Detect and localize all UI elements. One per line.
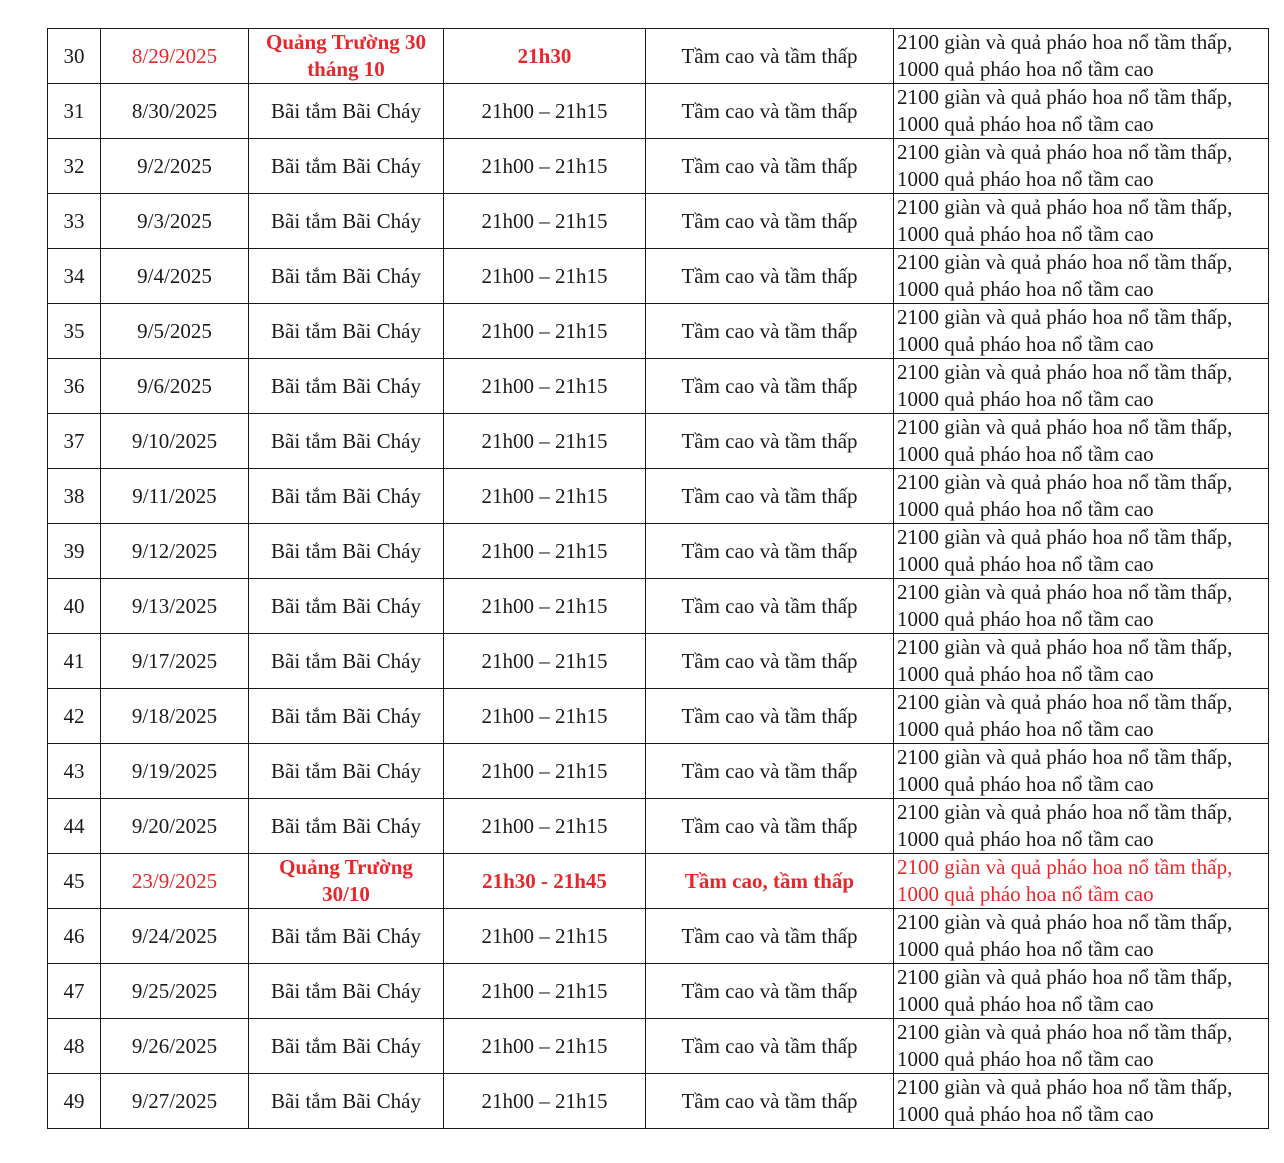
row-number: 37 (48, 414, 101, 469)
row-quantity (894, 579, 1269, 634)
row-location: Quảng Trường 30/10 (249, 854, 444, 909)
row-quantity-line2: 1000 quả pháo hoa nổ tầm cao (897, 662, 1154, 686)
row-quantity-line2: 1000 quả pháo hoa nổ tầm cao (897, 717, 1154, 741)
row-location: Bãi tắm Bãi Cháy (249, 469, 444, 524)
row-quantity-line1: 2100 giàn và quả pháo hoa nổ tầm thấp, (897, 635, 1233, 659)
row-quantity (894, 689, 1269, 744)
row-date: 8/29/2025 (101, 29, 249, 84)
row-quantity (894, 634, 1269, 689)
row-quantity (894, 744, 1269, 799)
row-quantity (894, 304, 1269, 359)
row-quantity-line2: 1000 quả pháo hoa nổ tầm cao (897, 607, 1154, 631)
row-quantity-line1: 2100 giàn và quả pháo hoa nổ tầm thấp, (897, 690, 1233, 714)
row-firework-type: Tầm cao và tầm thấp (646, 1019, 894, 1074)
row-time: 21h00 – 21h15 (444, 579, 646, 634)
table-row (48, 964, 1269, 1019)
row-firework-type: Tầm cao và tầm thấp (646, 909, 894, 964)
table-row (48, 634, 1269, 689)
row-quantity-line1: 2100 giàn và quả pháo hoa nổ tầm thấp, (897, 470, 1233, 494)
row-time: 21h00 – 21h15 (444, 359, 646, 414)
row-quantity-line2: 1000 quả pháo hoa nổ tầm cao (897, 827, 1154, 851)
table-row (48, 304, 1269, 359)
row-firework-type: Tầm cao và tầm thấp (646, 194, 894, 249)
table-row (48, 29, 1269, 84)
row-number: 44 (48, 799, 101, 854)
row-location: Bãi tắm Bãi Cháy (249, 304, 444, 359)
row-location: Bãi tắm Bãi Cháy (249, 524, 444, 579)
row-location: Bãi tắm Bãi Cháy (249, 194, 444, 249)
row-quantity-line1: 2100 giàn và quả pháo hoa nổ tầm thấp, (897, 855, 1233, 879)
row-quantity-line1: 2100 giàn và quả pháo hoa nổ tầm thấp, (897, 30, 1233, 54)
table-row (48, 524, 1269, 579)
row-firework-type: Tầm cao và tầm thấp (646, 29, 894, 84)
row-time: 21h00 – 21h15 (444, 909, 646, 964)
table-row (48, 84, 1269, 139)
row-date: 9/17/2025 (101, 634, 249, 689)
table-row (48, 744, 1269, 799)
row-quantity (894, 139, 1269, 194)
table-row (48, 909, 1269, 964)
row-location: Bãi tắm Bãi Cháy (249, 909, 444, 964)
table-row (48, 194, 1269, 249)
row-quantity-line2: 1000 quả pháo hoa nổ tầm cao (897, 332, 1154, 356)
table-row (48, 799, 1269, 854)
row-quantity-line1: 2100 giàn và quả pháo hoa nổ tầm thấp, (897, 910, 1233, 934)
row-quantity-line2: 1000 quả pháo hoa nổ tầm cao (897, 442, 1154, 466)
row-quantity (894, 359, 1269, 414)
row-quantity-line2: 1000 quả pháo hoa nổ tầm cao (897, 57, 1154, 81)
row-time: 21h00 – 21h15 (444, 139, 646, 194)
row-quantity (894, 909, 1269, 964)
row-time: 21h00 – 21h15 (444, 634, 646, 689)
row-number: 45 (48, 854, 101, 909)
row-time: 21h00 – 21h15 (444, 249, 646, 304)
row-time: 21h00 – 21h15 (444, 304, 646, 359)
row-time: 21h30 - 21h45 (444, 854, 646, 909)
row-number: 36 (48, 359, 101, 414)
row-time: 21h30 (444, 29, 646, 84)
row-quantity (894, 194, 1269, 249)
row-date: 9/10/2025 (101, 414, 249, 469)
row-location: Bãi tắm Bãi Cháy (249, 689, 444, 744)
row-location: Bãi tắm Bãi Cháy (249, 634, 444, 689)
row-quantity-line1: 2100 giàn và quả pháo hoa nổ tầm thấp, (897, 800, 1233, 824)
row-date: 9/11/2025 (101, 469, 249, 524)
row-date: 9/26/2025 (101, 1019, 249, 1074)
row-date: 9/25/2025 (101, 964, 249, 1019)
row-date: 9/18/2025 (101, 689, 249, 744)
row-date: 23/9/2025 (101, 854, 249, 909)
row-quantity (894, 414, 1269, 469)
table-row (48, 249, 1269, 304)
table-row (48, 414, 1269, 469)
row-quantity-line1: 2100 giàn và quả pháo hoa nổ tầm thấp, (897, 85, 1233, 109)
row-date: 9/4/2025 (101, 249, 249, 304)
table-body (48, 29, 1269, 1129)
row-quantity-line2: 1000 quả pháo hoa nổ tầm cao (897, 222, 1154, 246)
row-quantity-line1: 2100 giàn và quả pháo hoa nổ tầm thấp, (897, 965, 1233, 989)
row-quantity-line2: 1000 quả pháo hoa nổ tầm cao (897, 992, 1154, 1016)
row-time: 21h00 – 21h15 (444, 744, 646, 799)
row-firework-type: Tầm cao và tầm thấp (646, 1074, 894, 1129)
row-number: 38 (48, 469, 101, 524)
row-date: 8/30/2025 (101, 84, 249, 139)
row-time: 21h00 – 21h15 (444, 1074, 646, 1129)
row-firework-type: Tầm cao và tầm thấp (646, 139, 894, 194)
row-number: 48 (48, 1019, 101, 1074)
row-date: 9/24/2025 (101, 909, 249, 964)
row-number: 43 (48, 744, 101, 799)
row-number: 34 (48, 249, 101, 304)
row-location: Bãi tắm Bãi Cháy (249, 84, 444, 139)
table-row (48, 1074, 1269, 1129)
row-number: 41 (48, 634, 101, 689)
row-quantity-line2: 1000 quả pháo hoa nổ tầm cao (897, 1102, 1154, 1126)
row-date: 9/3/2025 (101, 194, 249, 249)
row-time: 21h00 – 21h15 (444, 964, 646, 1019)
table-row (48, 689, 1269, 744)
row-number: 32 (48, 139, 101, 194)
row-date: 9/2/2025 (101, 139, 249, 194)
table-row (48, 1019, 1269, 1074)
row-quantity-line1: 2100 giàn và quả pháo hoa nổ tầm thấp, (897, 140, 1233, 164)
table-row (48, 854, 1269, 909)
row-quantity-line1: 2100 giàn và quả pháo hoa nổ tầm thấp, (897, 745, 1233, 769)
row-firework-type: Tầm cao và tầm thấp (646, 689, 894, 744)
row-location: Bãi tắm Bãi Cháy (249, 964, 444, 1019)
row-quantity-line2: 1000 quả pháo hoa nổ tầm cao (897, 552, 1154, 576)
row-quantity-line2: 1000 quả pháo hoa nổ tầm cao (897, 497, 1154, 521)
row-quantity (894, 84, 1269, 139)
table-row (48, 469, 1269, 524)
row-time: 21h00 – 21h15 (444, 524, 646, 579)
row-quantity (894, 524, 1269, 579)
row-quantity (894, 1074, 1269, 1129)
row-number: 30 (48, 29, 101, 84)
row-firework-type: Tầm cao và tầm thấp (646, 304, 894, 359)
row-firework-type: Tầm cao và tầm thấp (646, 524, 894, 579)
row-quantity-line2: 1000 quả pháo hoa nổ tầm cao (897, 772, 1154, 796)
row-location: Bãi tắm Bãi Cháy (249, 799, 444, 854)
row-date: 9/13/2025 (101, 579, 249, 634)
row-quantity-line1: 2100 giàn và quả pháo hoa nổ tầm thấp, (897, 360, 1233, 384)
row-number: 35 (48, 304, 101, 359)
row-number: 42 (48, 689, 101, 744)
row-time: 21h00 – 21h15 (444, 689, 646, 744)
row-quantity-line2: 1000 quả pháo hoa nổ tầm cao (897, 167, 1154, 191)
row-firework-type: Tầm cao, tầm thấp (646, 854, 894, 909)
row-quantity-line2: 1000 quả pháo hoa nổ tầm cao (897, 882, 1154, 906)
table-row (48, 359, 1269, 414)
row-quantity-line1: 2100 giàn và quả pháo hoa nổ tầm thấp, (897, 415, 1233, 439)
row-quantity-line2: 1000 quả pháo hoa nổ tầm cao (897, 277, 1154, 301)
row-firework-type: Tầm cao và tầm thấp (646, 634, 894, 689)
row-quantity (894, 469, 1269, 524)
row-date: 9/27/2025 (101, 1074, 249, 1129)
row-quantity-line1: 2100 giàn và quả pháo hoa nổ tầm thấp, (897, 1020, 1233, 1044)
row-time: 21h00 – 21h15 (444, 799, 646, 854)
row-number: 39 (48, 524, 101, 579)
row-quantity-line1: 2100 giàn và quả pháo hoa nổ tầm thấp, (897, 305, 1233, 329)
row-time: 21h00 – 21h15 (444, 1019, 646, 1074)
row-number: 40 (48, 579, 101, 634)
row-quantity-line1: 2100 giàn và quả pháo hoa nổ tầm thấp, (897, 195, 1233, 219)
row-quantity-line2: 1000 quả pháo hoa nổ tầm cao (897, 937, 1154, 961)
row-location: Bãi tắm Bãi Cháy (249, 579, 444, 634)
row-firework-type: Tầm cao và tầm thấp (646, 359, 894, 414)
row-time: 21h00 – 21h15 (444, 84, 646, 139)
row-quantity (894, 799, 1269, 854)
row-firework-type: Tầm cao và tầm thấp (646, 414, 894, 469)
row-quantity (894, 1019, 1269, 1074)
row-location: Bãi tắm Bãi Cháy (249, 249, 444, 304)
row-location: Quảng Trường 30 tháng 10 (249, 29, 444, 84)
row-time: 21h00 – 21h15 (444, 414, 646, 469)
row-location: Bãi tắm Bãi Cháy (249, 414, 444, 469)
row-number: 47 (48, 964, 101, 1019)
row-quantity (894, 854, 1269, 909)
row-date: 9/5/2025 (101, 304, 249, 359)
row-quantity-line1: 2100 giàn và quả pháo hoa nổ tầm thấp, (897, 525, 1233, 549)
row-date: 9/12/2025 (101, 524, 249, 579)
row-time: 21h00 – 21h15 (444, 469, 646, 524)
row-firework-type: Tầm cao và tầm thấp (646, 469, 894, 524)
row-date: 9/20/2025 (101, 799, 249, 854)
row-firework-type: Tầm cao và tầm thấp (646, 84, 894, 139)
fireworks-schedule-table (47, 28, 1269, 1129)
row-firework-type: Tầm cao và tầm thấp (646, 964, 894, 1019)
row-quantity (894, 29, 1269, 84)
row-time: 21h00 – 21h15 (444, 194, 646, 249)
row-number: 49 (48, 1074, 101, 1129)
row-date: 9/6/2025 (101, 359, 249, 414)
row-location: Bãi tắm Bãi Cháy (249, 744, 444, 799)
table-row (48, 579, 1269, 634)
row-location: Bãi tắm Bãi Cháy (249, 1074, 444, 1129)
row-quantity (894, 249, 1269, 304)
row-quantity (894, 964, 1269, 1019)
row-location: Bãi tắm Bãi Cháy (249, 359, 444, 414)
row-firework-type: Tầm cao và tầm thấp (646, 799, 894, 854)
row-quantity-line2: 1000 quả pháo hoa nổ tầm cao (897, 387, 1154, 411)
row-quantity-line1: 2100 giàn và quả pháo hoa nổ tầm thấp, (897, 250, 1233, 274)
row-number: 46 (48, 909, 101, 964)
row-quantity-line2: 1000 quả pháo hoa nổ tầm cao (897, 112, 1154, 136)
row-quantity-line2: 1000 quả pháo hoa nổ tầm cao (897, 1047, 1154, 1071)
row-number: 31 (48, 84, 101, 139)
row-date: 9/19/2025 (101, 744, 249, 799)
row-firework-type: Tầm cao và tầm thấp (646, 744, 894, 799)
row-number: 33 (48, 194, 101, 249)
table-row (48, 139, 1269, 194)
row-quantity-line1: 2100 giàn và quả pháo hoa nổ tầm thấp, (897, 580, 1233, 604)
row-location: Bãi tắm Bãi Cháy (249, 139, 444, 194)
row-quantity-line1: 2100 giàn và quả pháo hoa nổ tầm thấp, (897, 1075, 1233, 1099)
row-firework-type: Tầm cao và tầm thấp (646, 249, 894, 304)
row-firework-type: Tầm cao và tầm thấp (646, 579, 894, 634)
row-location: Bãi tắm Bãi Cháy (249, 1019, 444, 1074)
